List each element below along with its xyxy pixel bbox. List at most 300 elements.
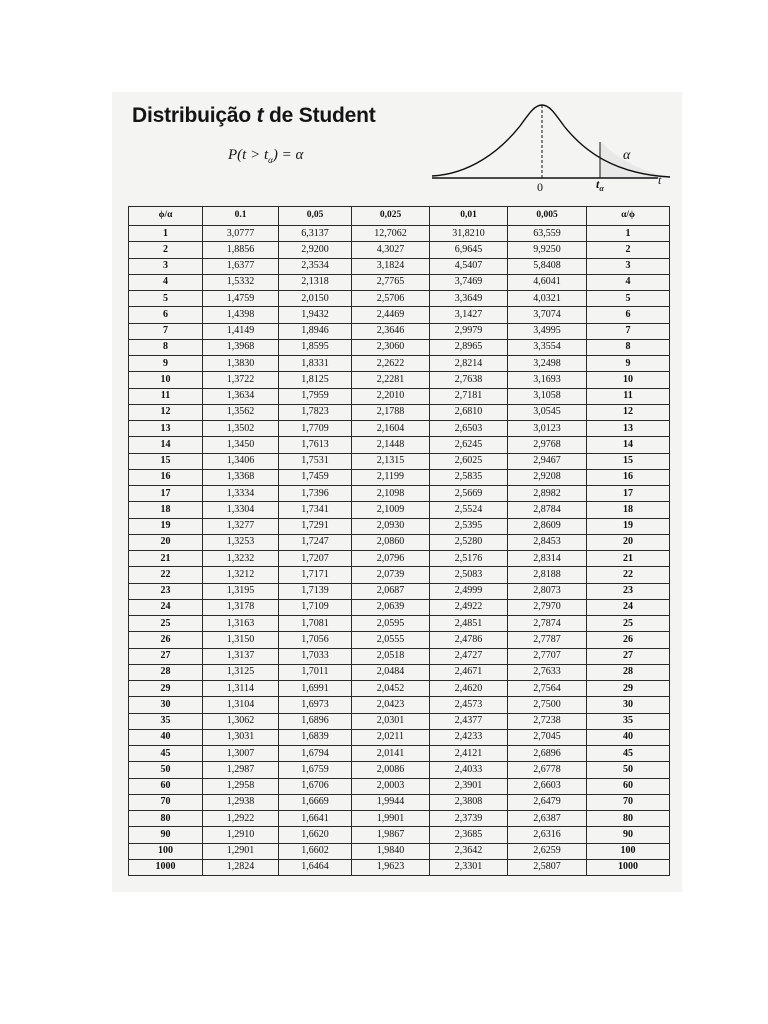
value-cell: 2,7638 bbox=[430, 372, 508, 388]
df-cell-right: 35 bbox=[587, 713, 670, 729]
value-cell: 2,1098 bbox=[352, 486, 430, 502]
df-cell: 11 bbox=[129, 388, 203, 404]
value-cell: 2,5280 bbox=[430, 534, 508, 550]
value-cell: 1,4398 bbox=[203, 307, 279, 323]
value-cell: 1,3334 bbox=[203, 486, 279, 502]
value-cell: 1,8125 bbox=[279, 372, 352, 388]
value-cell: 2,7874 bbox=[508, 616, 587, 632]
value-cell: 3,0777 bbox=[203, 226, 279, 242]
value-cell: 2,2622 bbox=[352, 356, 430, 372]
value-cell: 2,7970 bbox=[508, 599, 587, 615]
table-row bbox=[129, 599, 670, 615]
value-cell: 1,7396 bbox=[279, 486, 352, 502]
value-cell: 2,6025 bbox=[430, 453, 508, 469]
df-cell: 40 bbox=[129, 729, 203, 745]
value-cell: 1,2910 bbox=[203, 827, 279, 843]
table-row bbox=[129, 372, 670, 388]
value-cell: 2,6245 bbox=[430, 437, 508, 453]
table-row bbox=[129, 258, 670, 274]
value-cell: 1,3232 bbox=[203, 551, 279, 567]
value-cell: 1,7341 bbox=[279, 502, 352, 518]
value-cell: 1,6377 bbox=[203, 258, 279, 274]
t-alpha-sub: α bbox=[599, 184, 604, 193]
value-cell: 6,9645 bbox=[430, 242, 508, 258]
value-cell: 2,1318 bbox=[279, 274, 352, 290]
df-cell: 26 bbox=[129, 632, 203, 648]
value-cell: 2,0518 bbox=[352, 648, 430, 664]
value-cell: 1,3178 bbox=[203, 599, 279, 615]
value-cell: 2,0086 bbox=[352, 762, 430, 778]
table-row bbox=[129, 453, 670, 469]
value-cell: 1,3114 bbox=[203, 681, 279, 697]
value-cell: 1,3562 bbox=[203, 404, 279, 420]
value-cell: 2,6503 bbox=[430, 421, 508, 437]
value-cell: 2,1315 bbox=[352, 453, 430, 469]
df-cell: 1000 bbox=[129, 859, 203, 875]
df-cell-right: 1 bbox=[587, 226, 670, 242]
value-cell: 1,2901 bbox=[203, 843, 279, 859]
df-cell: 15 bbox=[129, 453, 203, 469]
value-cell: 2,4999 bbox=[430, 583, 508, 599]
alpha-header: 0,005 bbox=[508, 207, 587, 226]
df-cell-right: 20 bbox=[587, 534, 670, 550]
formula-left: P(t > t bbox=[228, 147, 269, 163]
value-cell: 1,4149 bbox=[203, 323, 279, 339]
t-alpha-letter: t bbox=[596, 177, 600, 191]
value-cell: 2,4377 bbox=[430, 713, 508, 729]
table-row bbox=[129, 762, 670, 778]
df-cell: 8 bbox=[129, 339, 203, 355]
value-cell: 1,2938 bbox=[203, 794, 279, 810]
value-cell: 2,4671 bbox=[430, 664, 508, 680]
table-row bbox=[129, 291, 670, 307]
table-row bbox=[129, 551, 670, 567]
value-cell: 2,3685 bbox=[430, 827, 508, 843]
value-cell: 2,9979 bbox=[430, 323, 508, 339]
df-cell-right: 5 bbox=[587, 291, 670, 307]
df-cell-right: 16 bbox=[587, 469, 670, 485]
df-cell-right: 1000 bbox=[587, 859, 670, 875]
table-row bbox=[129, 518, 670, 534]
value-cell: 2,6479 bbox=[508, 794, 587, 810]
df-cell: 60 bbox=[129, 778, 203, 794]
df-cell-right: 90 bbox=[587, 827, 670, 843]
table-row bbox=[129, 681, 670, 697]
alpha-header: 0.1 bbox=[203, 207, 279, 226]
table-row bbox=[129, 729, 670, 745]
value-cell: 2,8982 bbox=[508, 486, 587, 502]
df-cell-right: 10 bbox=[587, 372, 670, 388]
value-cell: 2,7238 bbox=[508, 713, 587, 729]
table-row bbox=[129, 811, 670, 827]
corner-left-header: ϕ/α bbox=[129, 207, 203, 226]
value-cell: 2,4922 bbox=[430, 599, 508, 615]
value-cell: 1,2958 bbox=[203, 778, 279, 794]
value-cell: 2,5669 bbox=[430, 486, 508, 502]
value-cell: 1,7531 bbox=[279, 453, 352, 469]
value-cell: 2,3646 bbox=[352, 323, 430, 339]
value-cell: 1,7709 bbox=[279, 421, 352, 437]
value-cell: 2,8453 bbox=[508, 534, 587, 550]
df-cell: 19 bbox=[129, 518, 203, 534]
value-cell: 1,6620 bbox=[279, 827, 352, 843]
value-cell: 1,3830 bbox=[203, 356, 279, 372]
table-row bbox=[129, 323, 670, 339]
df-cell-right: 15 bbox=[587, 453, 670, 469]
value-cell: 63,559 bbox=[508, 226, 587, 242]
df-cell-right: 26 bbox=[587, 632, 670, 648]
value-cell: 2,6259 bbox=[508, 843, 587, 859]
value-cell: 1,7171 bbox=[279, 567, 352, 583]
df-cell-right: 60 bbox=[587, 778, 670, 794]
table-row bbox=[129, 827, 670, 843]
value-cell: 1,2922 bbox=[203, 811, 279, 827]
df-cell: 29 bbox=[129, 681, 203, 697]
value-cell: 2,4233 bbox=[430, 729, 508, 745]
df-cell: 21 bbox=[129, 551, 203, 567]
value-cell: 12,7062 bbox=[352, 226, 430, 242]
value-cell: 2,1788 bbox=[352, 404, 430, 420]
value-cell: 2,4121 bbox=[430, 746, 508, 762]
df-cell: 12 bbox=[129, 404, 203, 420]
value-cell: 2,1009 bbox=[352, 502, 430, 518]
value-cell: 1,3163 bbox=[203, 616, 279, 632]
value-cell: 31,8210 bbox=[430, 226, 508, 242]
value-cell: 2,6387 bbox=[508, 811, 587, 827]
df-cell: 28 bbox=[129, 664, 203, 680]
t-distribution-table bbox=[128, 206, 670, 876]
df-cell: 1 bbox=[129, 226, 203, 242]
value-cell: 3,0123 bbox=[508, 421, 587, 437]
df-cell-right: 22 bbox=[587, 567, 670, 583]
df-cell-right: 13 bbox=[587, 421, 670, 437]
df-cell: 80 bbox=[129, 811, 203, 827]
table-header-row bbox=[129, 207, 670, 226]
value-cell: 2,5807 bbox=[508, 859, 587, 875]
df-cell: 18 bbox=[129, 502, 203, 518]
df-cell: 14 bbox=[129, 437, 203, 453]
value-cell: 1,7081 bbox=[279, 616, 352, 632]
df-cell-right: 70 bbox=[587, 794, 670, 810]
t-alpha-label bbox=[596, 177, 604, 193]
value-cell: 1,7823 bbox=[279, 404, 352, 420]
df-cell: 10 bbox=[129, 372, 203, 388]
value-cell: 3,3649 bbox=[430, 291, 508, 307]
df-cell: 5 bbox=[129, 291, 203, 307]
value-cell: 3,1693 bbox=[508, 372, 587, 388]
df-cell: 9 bbox=[129, 356, 203, 372]
value-cell: 1,2824 bbox=[203, 859, 279, 875]
value-cell: 1,6839 bbox=[279, 729, 352, 745]
value-cell: 2,0301 bbox=[352, 713, 430, 729]
alpha-header: 0,01 bbox=[430, 207, 508, 226]
df-cell-right: 27 bbox=[587, 648, 670, 664]
table-row bbox=[129, 794, 670, 810]
t-distribution-curve bbox=[430, 96, 680, 196]
value-cell: 1,5332 bbox=[203, 274, 279, 290]
value-cell: 1,3007 bbox=[203, 746, 279, 762]
value-cell: 3,3554 bbox=[508, 339, 587, 355]
table-row bbox=[129, 469, 670, 485]
value-cell: 1,3212 bbox=[203, 567, 279, 583]
value-cell: 2,0555 bbox=[352, 632, 430, 648]
value-cell: 2,7707 bbox=[508, 648, 587, 664]
df-cell-right: 30 bbox=[587, 697, 670, 713]
df-cell-right: 23 bbox=[587, 583, 670, 599]
formula-sub: α bbox=[268, 155, 273, 165]
value-cell: 1,8856 bbox=[203, 242, 279, 258]
table-row bbox=[129, 486, 670, 502]
value-cell: 2,5524 bbox=[430, 502, 508, 518]
df-cell-right: 29 bbox=[587, 681, 670, 697]
value-cell: 2,9208 bbox=[508, 469, 587, 485]
value-cell: 2,0930 bbox=[352, 518, 430, 534]
title-variable: t bbox=[256, 104, 264, 127]
table-row bbox=[129, 713, 670, 729]
value-cell: 1,8946 bbox=[279, 323, 352, 339]
value-cell: 4,5407 bbox=[430, 258, 508, 274]
zero-label: 0 bbox=[537, 180, 543, 194]
table-row bbox=[129, 226, 670, 242]
df-cell-right: 100 bbox=[587, 843, 670, 859]
df-cell: 2 bbox=[129, 242, 203, 258]
page-title bbox=[132, 104, 376, 128]
value-cell: 1,6991 bbox=[279, 681, 352, 697]
value-cell: 3,1058 bbox=[508, 388, 587, 404]
value-cell: 1,3195 bbox=[203, 583, 279, 599]
formula-right: ) = α bbox=[272, 147, 304, 163]
table-row bbox=[129, 274, 670, 290]
table-row bbox=[129, 632, 670, 648]
df-cell: 45 bbox=[129, 746, 203, 762]
value-cell: 2,7633 bbox=[508, 664, 587, 680]
df-cell-right: 3 bbox=[587, 258, 670, 274]
value-cell: 2,8214 bbox=[430, 356, 508, 372]
value-cell: 4,3027 bbox=[352, 242, 430, 258]
value-cell: 2,4851 bbox=[430, 616, 508, 632]
value-cell: 2,9200 bbox=[279, 242, 352, 258]
value-cell: 2,0452 bbox=[352, 681, 430, 697]
df-cell: 17 bbox=[129, 486, 203, 502]
df-cell-right: 7 bbox=[587, 323, 670, 339]
value-cell: 2,0595 bbox=[352, 616, 430, 632]
value-cell: 2,4727 bbox=[430, 648, 508, 664]
value-cell: 2,0796 bbox=[352, 551, 430, 567]
table-row bbox=[129, 388, 670, 404]
table-row bbox=[129, 404, 670, 420]
table-row bbox=[129, 356, 670, 372]
table-row bbox=[129, 616, 670, 632]
value-cell: 1,3634 bbox=[203, 388, 279, 404]
value-cell: 3,7469 bbox=[430, 274, 508, 290]
df-cell-right: 2 bbox=[587, 242, 670, 258]
value-cell: 1,3304 bbox=[203, 502, 279, 518]
df-cell-right: 19 bbox=[587, 518, 670, 534]
value-cell: 2,6778 bbox=[508, 762, 587, 778]
value-cell: 2,0003 bbox=[352, 778, 430, 794]
value-cell: 2,7045 bbox=[508, 729, 587, 745]
df-cell-right: 6 bbox=[587, 307, 670, 323]
alpha-label: α bbox=[623, 148, 631, 163]
value-cell: 2,1604 bbox=[352, 421, 430, 437]
value-cell: 2,0141 bbox=[352, 746, 430, 762]
table-row bbox=[129, 437, 670, 453]
value-cell: 2,7564 bbox=[508, 681, 587, 697]
value-cell: 9,9250 bbox=[508, 242, 587, 258]
value-cell: 2,9467 bbox=[508, 453, 587, 469]
df-cell: 70 bbox=[129, 794, 203, 810]
value-cell: 2,0423 bbox=[352, 697, 430, 713]
value-cell: 3,1824 bbox=[352, 258, 430, 274]
table-row bbox=[129, 567, 670, 583]
value-cell: 1,7459 bbox=[279, 469, 352, 485]
value-cell: 1,9432 bbox=[279, 307, 352, 323]
df-cell-right: 25 bbox=[587, 616, 670, 632]
df-cell: 100 bbox=[129, 843, 203, 859]
value-cell: 1,9840 bbox=[352, 843, 430, 859]
table-row bbox=[129, 697, 670, 713]
value-cell: 2,7787 bbox=[508, 632, 587, 648]
table-row bbox=[129, 242, 670, 258]
value-cell: 2,6316 bbox=[508, 827, 587, 843]
value-cell: 3,1427 bbox=[430, 307, 508, 323]
value-cell: 1,3031 bbox=[203, 729, 279, 745]
df-cell-right: 4 bbox=[587, 274, 670, 290]
value-cell: 1,6464 bbox=[279, 859, 352, 875]
value-cell: 1,3450 bbox=[203, 437, 279, 453]
value-cell: 1,7613 bbox=[279, 437, 352, 453]
value-cell: 1,3137 bbox=[203, 648, 279, 664]
df-cell-right: 14 bbox=[587, 437, 670, 453]
value-cell: 1,3104 bbox=[203, 697, 279, 713]
value-cell: 2,6810 bbox=[430, 404, 508, 420]
value-cell: 2,3808 bbox=[430, 794, 508, 810]
table-row bbox=[129, 648, 670, 664]
title-suffix: de Student bbox=[269, 104, 376, 127]
value-cell: 1,3368 bbox=[203, 469, 279, 485]
value-cell: 1,7056 bbox=[279, 632, 352, 648]
value-cell: 2,9768 bbox=[508, 437, 587, 453]
title-prefix: Distribuição bbox=[132, 104, 251, 127]
value-cell: 2,5835 bbox=[430, 469, 508, 485]
value-cell: 1,7139 bbox=[279, 583, 352, 599]
value-cell: 2,0860 bbox=[352, 534, 430, 550]
value-cell: 2,0639 bbox=[352, 599, 430, 615]
value-cell: 2,4469 bbox=[352, 307, 430, 323]
value-cell: 2,7765 bbox=[352, 274, 430, 290]
table-row bbox=[129, 307, 670, 323]
value-cell: 1,3502 bbox=[203, 421, 279, 437]
value-cell: 3,4995 bbox=[508, 323, 587, 339]
df-cell: 50 bbox=[129, 762, 203, 778]
table-row bbox=[129, 502, 670, 518]
df-cell-right: 50 bbox=[587, 762, 670, 778]
value-cell: 2,3060 bbox=[352, 339, 430, 355]
df-cell: 23 bbox=[129, 583, 203, 599]
value-cell: 2,0739 bbox=[352, 567, 430, 583]
value-cell: 2,4033 bbox=[430, 762, 508, 778]
value-cell: 1,3277 bbox=[203, 518, 279, 534]
df-cell: 35 bbox=[129, 713, 203, 729]
value-cell: 2,8188 bbox=[508, 567, 587, 583]
value-cell: 2,5395 bbox=[430, 518, 508, 534]
df-cell-right: 21 bbox=[587, 551, 670, 567]
df-cell-right: 28 bbox=[587, 664, 670, 680]
df-cell: 25 bbox=[129, 616, 203, 632]
value-cell: 4,6041 bbox=[508, 274, 587, 290]
value-cell: 2,3739 bbox=[430, 811, 508, 827]
df-cell: 4 bbox=[129, 274, 203, 290]
value-cell: 2,2281 bbox=[352, 372, 430, 388]
value-cell: 2,6896 bbox=[508, 746, 587, 762]
df-cell-right: 45 bbox=[587, 746, 670, 762]
value-cell: 6,3137 bbox=[279, 226, 352, 242]
value-cell: 2,8609 bbox=[508, 518, 587, 534]
value-cell: 2,2010 bbox=[352, 388, 430, 404]
value-cell: 1,9944 bbox=[352, 794, 430, 810]
value-cell: 1,6602 bbox=[279, 843, 352, 859]
value-cell: 2,0150 bbox=[279, 291, 352, 307]
value-cell: 1,7011 bbox=[279, 664, 352, 680]
table-row bbox=[129, 421, 670, 437]
value-cell: 2,8784 bbox=[508, 502, 587, 518]
value-cell: 1,2987 bbox=[203, 762, 279, 778]
value-cell: 1,9623 bbox=[352, 859, 430, 875]
value-cell: 2,7500 bbox=[508, 697, 587, 713]
value-cell: 2,5706 bbox=[352, 291, 430, 307]
value-cell: 2,3901 bbox=[430, 778, 508, 794]
df-cell-right: 18 bbox=[587, 502, 670, 518]
value-cell: 2,8073 bbox=[508, 583, 587, 599]
value-cell: 1,7959 bbox=[279, 388, 352, 404]
df-cell: 16 bbox=[129, 469, 203, 485]
value-cell: 2,8965 bbox=[430, 339, 508, 355]
value-cell: 1,7291 bbox=[279, 518, 352, 534]
df-cell-right: 8 bbox=[587, 339, 670, 355]
alpha-header: 0,05 bbox=[279, 207, 352, 226]
value-cell: 2,1448 bbox=[352, 437, 430, 453]
value-cell: 2,3301 bbox=[430, 859, 508, 875]
value-cell: 2,8314 bbox=[508, 551, 587, 567]
value-cell: 1,6669 bbox=[279, 794, 352, 810]
value-cell: 1,8331 bbox=[279, 356, 352, 372]
df-cell: 20 bbox=[129, 534, 203, 550]
value-cell: 2,4786 bbox=[430, 632, 508, 648]
table-row bbox=[129, 339, 670, 355]
value-cell: 1,8595 bbox=[279, 339, 352, 355]
df-cell: 3 bbox=[129, 258, 203, 274]
value-cell: 1,7109 bbox=[279, 599, 352, 615]
df-cell-right: 11 bbox=[587, 388, 670, 404]
value-cell: 1,6896 bbox=[279, 713, 352, 729]
value-cell: 1,6973 bbox=[279, 697, 352, 713]
table-row bbox=[129, 843, 670, 859]
table-row bbox=[129, 778, 670, 794]
df-cell: 13 bbox=[129, 421, 203, 437]
value-cell: 1,3253 bbox=[203, 534, 279, 550]
value-cell: 2,3534 bbox=[279, 258, 352, 274]
value-cell: 1,9867 bbox=[352, 827, 430, 843]
value-cell: 1,7247 bbox=[279, 534, 352, 550]
value-cell: 2,0211 bbox=[352, 729, 430, 745]
value-cell: 4,0321 bbox=[508, 291, 587, 307]
df-cell-right: 17 bbox=[587, 486, 670, 502]
value-cell: 1,3150 bbox=[203, 632, 279, 648]
df-cell: 7 bbox=[129, 323, 203, 339]
value-cell: 1,3968 bbox=[203, 339, 279, 355]
table-row bbox=[129, 746, 670, 762]
df-cell: 22 bbox=[129, 567, 203, 583]
